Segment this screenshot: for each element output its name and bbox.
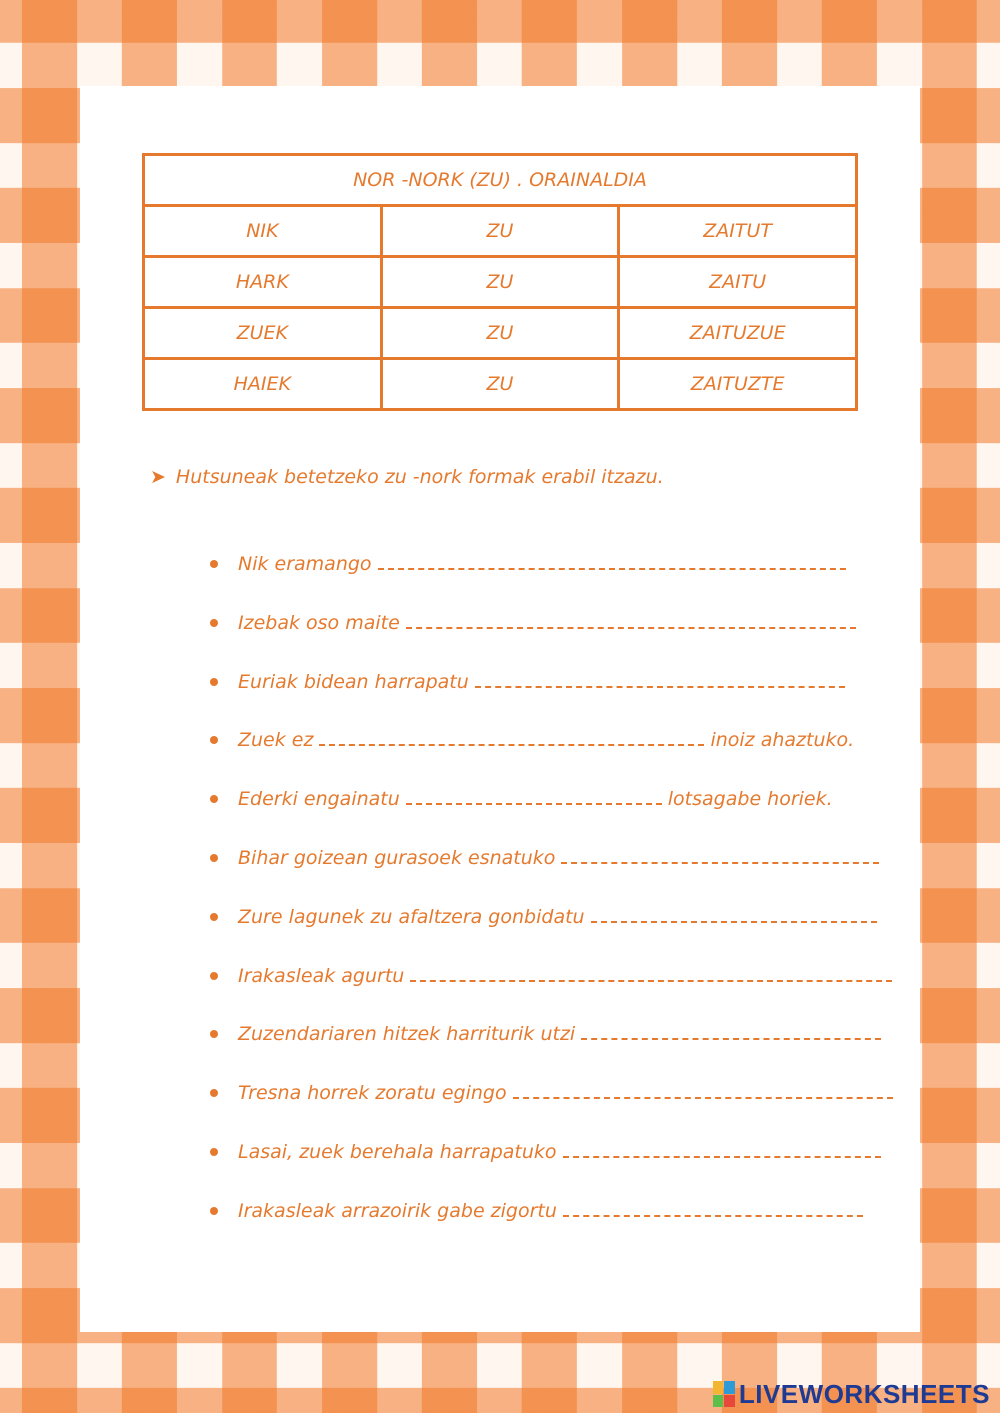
table-cell: HAIEK: [144, 359, 382, 410]
logo-squares-icon: [713, 1381, 735, 1407]
sentence-start: Zuzendariaren hitzek harriturik utzi: [238, 1023, 576, 1046]
sentence-start: Zure lagunek zu afaltzera gonbidatu: [238, 905, 585, 928]
answer-blank[interactable]: [591, 901, 877, 923]
answer-blank[interactable]: [319, 724, 704, 746]
instruction: [150, 466, 664, 488]
answer-blank[interactable]: [378, 548, 846, 570]
table-title: NOR -NORK (ZU) . ORAINALDIA: [144, 155, 857, 206]
table-cell: ZAITU: [619, 257, 857, 308]
bullet-icon: [210, 1207, 218, 1215]
answer-blank[interactable]: [475, 666, 845, 688]
table-cell: HARK: [144, 257, 382, 308]
table-cell: ZAITUT: [619, 206, 857, 257]
list-item: [210, 839, 920, 898]
answer-blank[interactable]: [406, 607, 856, 629]
bullet-icon: [210, 1089, 218, 1097]
bullet-icon: [210, 854, 218, 862]
sentence-start: Euriak bidean harrapatu: [238, 670, 469, 693]
list-item: [210, 1192, 920, 1251]
table-title-row: [144, 155, 857, 206]
sentence-start: Lasai, zuek berehala harrapatuko: [238, 1140, 557, 1163]
bullet-icon: [210, 560, 218, 568]
list-item: [210, 1133, 920, 1192]
answer-blank[interactable]: [563, 1195, 863, 1217]
table-cell: NIK: [144, 206, 382, 257]
sentence-start: Irakasleak arrazoirik gabe zigortu: [238, 1199, 557, 1222]
bullet-icon: [210, 795, 218, 803]
bullet-icon: [210, 913, 218, 921]
list-item: [210, 898, 920, 957]
sentence-start: Zuek ez: [238, 729, 314, 752]
list-item: [210, 663, 920, 722]
logo-text: LIVEWORKSHEETS: [738, 1378, 990, 1409]
answer-blank[interactable]: [581, 1018, 881, 1040]
table-row: [144, 359, 857, 410]
table-row: [144, 308, 857, 359]
answer-blank[interactable]: [561, 842, 879, 864]
answer-blank[interactable]: [410, 960, 892, 982]
list-item: [210, 1074, 920, 1133]
table-cell: ZAITUZTE: [619, 359, 857, 410]
table-row: [144, 206, 857, 257]
sentence-end: inoiz ahaztuko.: [710, 729, 855, 752]
table-row: [144, 257, 857, 308]
answer-blank[interactable]: [513, 1077, 893, 1099]
list-item: [210, 780, 920, 839]
list-item: [210, 545, 920, 604]
sentence-start: Bihar goizean gurasoek esnatuko: [238, 846, 556, 869]
bullet-icon: [210, 972, 218, 980]
sentence-start: Irakasleak agurtu: [238, 964, 405, 987]
sentence-start: Ederki engainatu: [238, 788, 400, 811]
instruction-text: Hutsuneak betetzeko zu -nork formak erabil itzazu.: [175, 466, 664, 488]
bullet-icon: [210, 1148, 218, 1156]
table-cell: ZU: [381, 257, 619, 308]
table-cell: ZU: [381, 206, 619, 257]
exercise-list: [210, 545, 920, 1251]
list-item: [210, 721, 920, 780]
bullet-icon: [210, 736, 218, 744]
table-cell: ZAITUZUE: [619, 308, 857, 359]
bullet-icon: [210, 1030, 218, 1038]
sentence-end: lotsagabe horiek.: [667, 788, 833, 811]
sentence-start: Tresna horrek zoratu egingo: [238, 1082, 507, 1105]
bullet-icon: [210, 619, 218, 627]
table-cell: ZUEK: [144, 308, 382, 359]
table-cell: ZU: [381, 308, 619, 359]
bullet-icon: [210, 678, 218, 686]
table-cell: ZU: [381, 359, 619, 410]
liveworksheets-logo: [713, 1376, 990, 1412]
conjugation-table: [142, 153, 858, 411]
arrow-bullet-icon: ➤: [150, 466, 166, 488]
answer-blank[interactable]: [406, 783, 662, 805]
list-item: [210, 957, 920, 1016]
sentence-start: Nik eramango: [238, 553, 372, 575]
list-item: [210, 604, 920, 663]
sentence-start: Izebak oso maite: [238, 611, 400, 634]
list-item: [210, 1015, 920, 1074]
answer-blank[interactable]: [563, 1136, 881, 1158]
